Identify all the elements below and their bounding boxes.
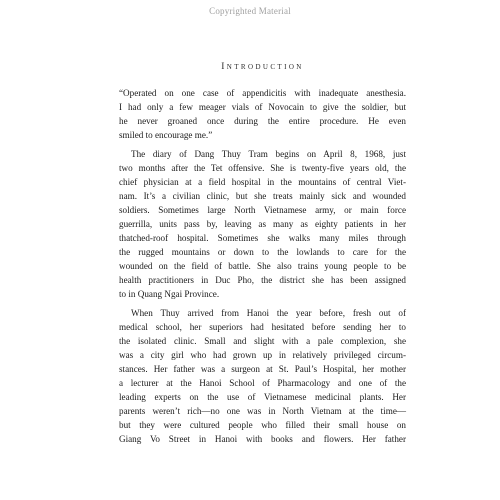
text-line: he never groaned once during the entire procedure. He even — [119, 116, 406, 126]
paragraph-1 — [119, 86, 406, 142]
text-line: parents weren’t rich—no one was in North Vietnam at the time— — [119, 406, 406, 416]
text-line: smiled to encourage me.” — [119, 130, 213, 140]
text-line: Giang Vo Street in Hanoi with books and flowers. Her father — [119, 434, 406, 444]
text-line: “Operated on one case of appendicitis with inadequate anesthesia. — [119, 88, 406, 98]
text-line: chief physician at a field hospital in the mountains of central Viet- — [119, 177, 406, 187]
paragraph-3 — [119, 306, 406, 446]
text-line: leading experts on the use of Vietnamese medicinal plants. Her — [119, 392, 406, 402]
text-line: I had only a few meager vials of Novocain to give the soldier, but — [119, 102, 406, 112]
text-line: the isolated clinic. Small and slight with a pale complexion, she — [119, 336, 406, 346]
text-line: nam. It’s a civilian clinic, but she treats mainly sick and wounded — [119, 191, 406, 201]
text-line: medical school, her superiors had hesitated before sending her to — [119, 322, 406, 332]
text-line: but they were cultured people who filled their small house on — [119, 420, 406, 430]
text-line: thatched-roof hospital. Sometimes she walks many miles through — [119, 233, 406, 243]
book-page — [119, 62, 406, 451]
text-line: health practitioners in Duc Pho, the district she has been assigned — [119, 275, 406, 285]
paragraph-2 — [119, 147, 406, 301]
text-line: the rugged mountains or down to the lowlands to care for the — [119, 247, 406, 257]
watermark-text: Copyrighted Material — [209, 6, 291, 16]
text-line: wounded on the field of battle. She also trains young people to be — [119, 261, 406, 271]
text-line: When Thuy arrived from Hanoi the year before, fresh out of — [131, 308, 406, 318]
text-line: The diary of Dang Thuy Tram begins on April 8, 1968, just — [131, 149, 406, 159]
text-line: was a city girl who had grown up in relatively privileged circum- — [119, 350, 406, 360]
text-line: guerrilla, units pass by, leaving as many as eighty patients in her — [119, 219, 406, 229]
text-line: two months after the Tet offensive. She is twenty-five years old, the — [119, 163, 406, 173]
text-line: a lecturer at the Hanoi School of Pharmacology and one of the — [119, 378, 406, 388]
text-line: stances. Her father was a surgeon at St. Paul’s Hospital, her mother — [119, 364, 406, 374]
chapter-heading: Introduction — [221, 62, 304, 72]
text-line: to in Quang Ngai Province. — [119, 289, 220, 299]
text-line: soldiers. Sometimes large North Vietnamese army, or main force — [119, 205, 406, 215]
